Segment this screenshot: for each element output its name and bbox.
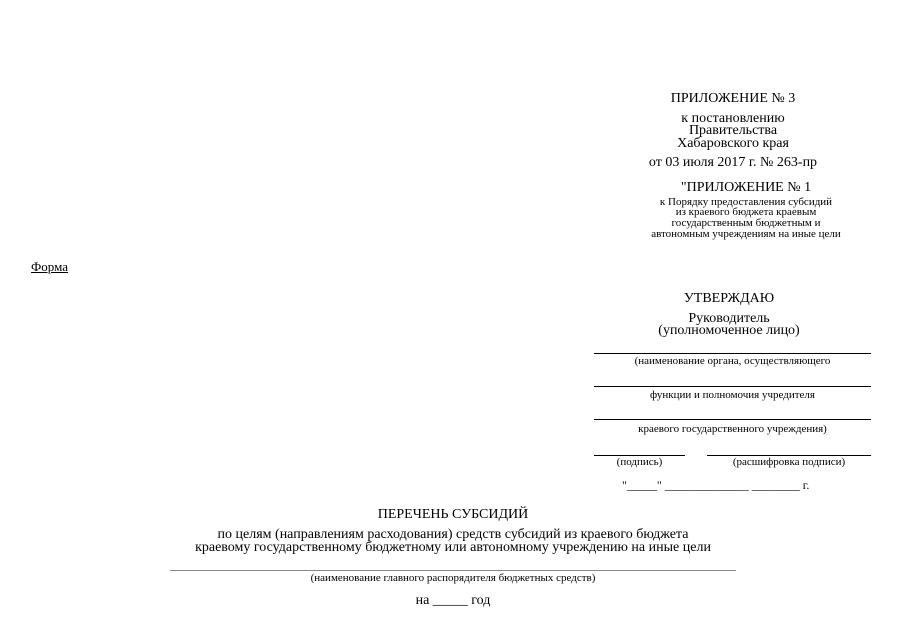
- appendix-3-line-1: к постановлению: [681, 111, 785, 126]
- appendix-3-line-3: Хабаровского края: [677, 136, 789, 151]
- body-name-line-1: [594, 353, 871, 354]
- appendix-1-line-3: государственным бюджетным и: [671, 217, 821, 229]
- appendix-1-line-1: к Порядку предоставления субсидий: [659, 196, 833, 208]
- approval-position: Руководитель: [688, 311, 770, 326]
- appendix-1-line-2: из краевого бюджета краевым: [675, 206, 817, 218]
- list-title: ПЕРЕЧЕНЬ СУБСИДИЙ: [377, 507, 529, 522]
- chief-administrator-caption: (наименование главного распорядителя бюджетных средств): [310, 572, 596, 584]
- appendix-1-title: "ПРИЛОЖЕНИЕ № 1: [680, 180, 812, 195]
- approval-date-line: "_____" ______________ ________ г.: [622, 478, 810, 492]
- approval-title: УТВЕРЖДАЮ: [683, 291, 775, 306]
- body-name-line-2: [594, 386, 871, 387]
- body-name-caption-2: функции и полномочия учредителя: [650, 389, 815, 401]
- appendix-3-title: ПРИЛОЖЕНИЕ № 3: [670, 91, 796, 106]
- list-subtitle-2: краевому государственному бюджетному или автономному учреждению на иные цели: [195, 540, 711, 555]
- appendix-3-resolution-date: от 03 июля 2017 г. № 263-пр: [648, 155, 818, 170]
- approval-position-note: (уполномоченное лицо): [658, 323, 800, 338]
- list-year-line: на _____ год: [415, 593, 491, 608]
- chief-administrator-line: [170, 570, 736, 571]
- appendix-1-line-4: автономным учреждениям на иные цели: [651, 228, 841, 240]
- body-name-line-3: [594, 419, 871, 420]
- signature-decoding-caption: (расшифровка подписи): [732, 456, 846, 468]
- list-subtitle-1: по целям (направлениям расходования) средств субсидий из краевого бюджета: [217, 527, 689, 542]
- body-name-caption-1: (наименование органа, осуществляющего: [634, 355, 831, 367]
- signature-caption: (подпись): [616, 456, 663, 468]
- body-name-caption-3: краевого государственного учреждения): [638, 423, 827, 435]
- form-label: Форма: [31, 259, 68, 274]
- appendix-3-line-2: Правительства: [688, 123, 778, 138]
